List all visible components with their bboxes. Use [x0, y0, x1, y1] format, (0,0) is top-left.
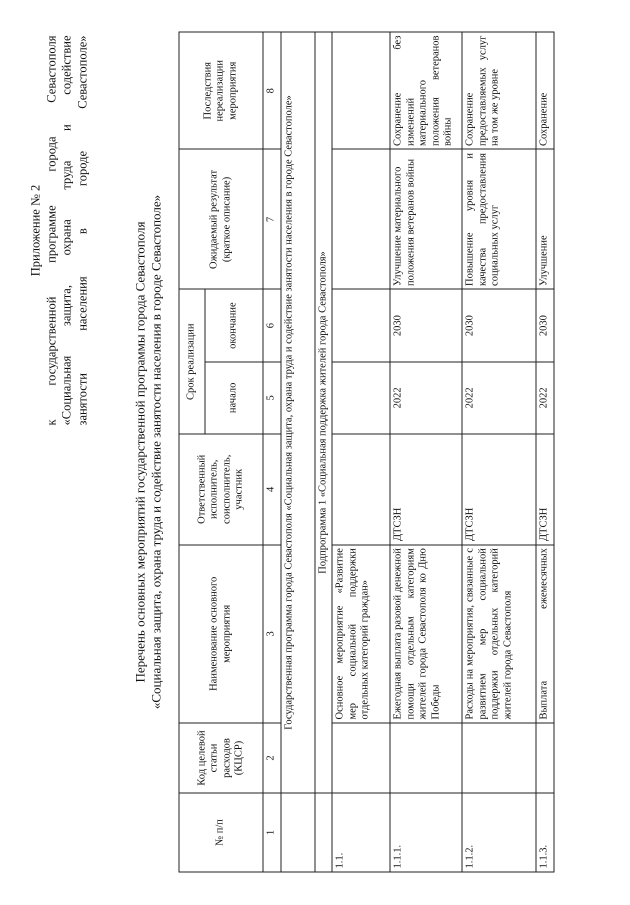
row-responsible: ДТСЗН — [536, 434, 554, 545]
row-consequences — [332, 32, 390, 149]
row-end: 2030 — [536, 289, 554, 361]
header-num: № п/п — [179, 793, 263, 872]
row-code — [390, 723, 462, 793]
row-num: 1.1.3. — [536, 793, 554, 872]
program-title: Государственная программа города Севастополя «Социальная защита, охрана труда и содействие занятости населения в городе Севастополе» — [281, 32, 315, 793]
appendix-title: Приложение № 2 — [28, 184, 43, 277]
row-name: Расходы на мероприятия, связанные с развитием мер социальной поддержки отдельных категорий жителей города Севастополя — [462, 545, 536, 723]
header-end: окончание — [205, 289, 263, 361]
document-title-line-2: «Социальная защита, охрана труда и содействие занятости населения в городе Севастополе» — [148, 194, 164, 710]
row-num: 1.1.1. — [390, 793, 462, 872]
header-consequences: Последствия нереализации мероприятия — [179, 32, 263, 149]
appendix-line-2: «Социальная защита, охрана труда и содействие — [59, 35, 74, 426]
col-number: 2 — [263, 723, 281, 793]
header-responsible: Ответственный исполнитель, соисполнитель, участник — [179, 434, 263, 545]
row-end — [332, 289, 390, 361]
header-name: Наименование основного мероприятия — [179, 545, 263, 723]
row-name: Основное мероприятие «Развитие мер социальной поддержки отдельных категорий граждан» — [332, 545, 390, 723]
col-number: 6 — [263, 289, 281, 361]
header-result: Ожидаемый результат (краткое описание) — [179, 149, 263, 289]
row-start — [332, 362, 390, 434]
column-numbers-row — [263, 32, 281, 872]
col-number: 8 — [263, 32, 281, 149]
subprogram-row — [315, 32, 333, 872]
document-title — [133, 50, 165, 855]
row-responsible: ДТСЗН — [462, 434, 536, 545]
row-code — [462, 723, 536, 793]
row-start: 2022 — [462, 362, 536, 434]
table-row — [536, 32, 554, 872]
row-result: Повышение уровня и качества предоставления социальных услуг — [462, 149, 536, 289]
table-row — [332, 32, 390, 872]
appendix-line-1: к государственной программе города Севастополя — [44, 35, 58, 426]
row-name: Ежегодная выплата разовой денежной помощи отдельным категориям жителей города Севастополя ко Дню Победы — [390, 545, 462, 723]
row-result: Улучшение — [536, 149, 554, 289]
row-consequences: Сохранение — [536, 32, 554, 149]
measures-table — [179, 32, 555, 873]
program-row — [281, 32, 315, 872]
row-name: Выплата ежемесячных — [536, 545, 554, 723]
row-responsible — [332, 434, 390, 545]
row-code — [332, 723, 390, 793]
col-number: 1 — [263, 793, 281, 872]
row-start: 2022 — [536, 362, 554, 434]
col-number: 3 — [263, 545, 281, 723]
row-num: 1.1.2. — [462, 793, 536, 872]
row-result — [332, 149, 390, 289]
row-num: 1.1. — [332, 793, 390, 872]
row-result: Улучшение материального положения ветеранов войны — [390, 149, 462, 289]
row-end: 2030 — [390, 289, 462, 361]
row-consequences: Сохранение предоставляемых услуг на том же уровне — [462, 32, 536, 149]
row-responsible: ДТСЗН — [390, 434, 462, 545]
table-row — [390, 32, 462, 872]
table-header-row — [179, 32, 205, 872]
header-code: Код целевой статьи расходов (КЦСР) — [179, 723, 263, 793]
col-number: 7 — [263, 149, 281, 289]
table-row — [462, 32, 536, 872]
row-consequences: Сохранение без изменений материального положения ветеранов войны — [390, 32, 462, 149]
header-start: начало — [205, 362, 263, 434]
row-end: 2030 — [462, 289, 536, 361]
header-period: Срок реализации — [179, 289, 205, 434]
row-start: 2022 — [390, 362, 462, 434]
col-number: 5 — [263, 362, 281, 434]
appendix-block — [29, 36, 91, 426]
col-number: 4 — [263, 434, 281, 545]
subprogram-title: Подпрограмма 1 «Социальная поддержка жителей города Севастополя» — [315, 32, 333, 793]
row-code — [536, 723, 554, 793]
appendix-line-3: занятости населения в городе Севастополе» — [75, 35, 89, 426]
rotated-landscape-content — [21, 30, 611, 875]
document-title-line-1: Перечень основных мероприятий государственной программы города Севастополя — [132, 221, 148, 683]
